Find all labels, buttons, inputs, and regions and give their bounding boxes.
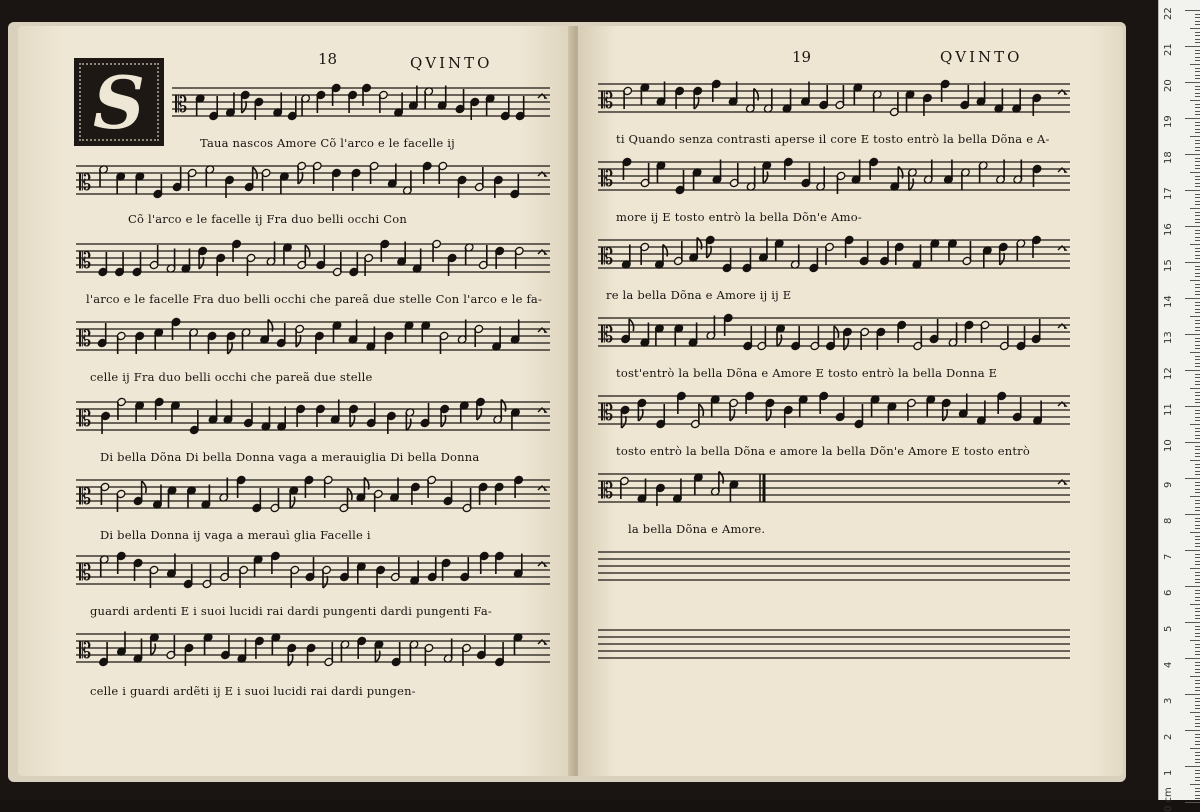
ruler-minor-tick [1195,21,1200,22]
ruler-minor-tick [1195,518,1200,519]
ruler-major-tick [1185,406,1200,407]
ruler-minor-tick [1195,474,1200,475]
ruler-minor-tick [1195,723,1200,724]
clef-symbol: 𝄡 [175,93,188,118]
ruler-minor-tick [1195,579,1200,580]
ruler-major-tick [1185,298,1200,299]
ruler-minor-tick [1195,258,1200,259]
ruler-minor-tick [1195,14,1200,15]
ruler-label: 18 [1163,151,1174,164]
ruler-minor-tick [1195,464,1200,465]
ruler-minor-tick [1190,352,1200,353]
ruler-minor-tick [1190,208,1200,209]
clef-symbol: 𝄡 [601,323,614,348]
lyric-line: Di bella Dõna Di bella Donna vaga a merauiglia Di bella Donna [100,450,480,464]
ruler-label: 14 [1163,295,1174,308]
ruler-minor-tick [1195,143,1200,144]
ruler-minor-tick [1195,683,1200,684]
ruler-minor-tick [1195,456,1200,457]
ruler-major-tick [1185,118,1200,119]
ruler-label: 21 [1163,43,1174,56]
ruler-minor-tick [1195,237,1200,238]
right-page-header: QVINTO [940,48,1023,66]
ruler-label: 11 [1163,403,1174,416]
ruler-minor-tick [1195,762,1200,763]
ruler-minor-tick [1190,640,1200,641]
ruler-minor-tick [1195,507,1200,508]
ruler-minor-tick [1195,161,1200,162]
ruler-minor-tick [1195,654,1200,655]
ruler-label: 16 [1163,223,1174,236]
ruler-minor-tick [1195,183,1200,184]
ruler-minor-tick [1195,600,1200,601]
ruler-minor-tick [1195,399,1200,400]
ruler-minor-tick [1190,28,1200,29]
ruler-minor-tick [1195,665,1200,666]
ruler-label: 15 [1163,259,1174,272]
ruler-minor-tick [1190,604,1200,605]
ruler-minor-tick [1195,536,1200,537]
ruler-label: 3 [1163,697,1174,704]
ruler-major-tick [1185,46,1200,47]
ruler-minor-tick [1195,323,1200,324]
ruler-minor-tick [1195,503,1200,504]
clef-symbol: 𝄡 [601,401,614,426]
lyric-line: celle i guardi ardẽti ij E i suoi lucidi rai dardi pungen- [90,684,416,698]
ruler-minor-tick [1195,525,1200,526]
ruler-minor-tick [1195,798,1200,799]
ruler-minor-tick [1195,744,1200,745]
ruler-minor-tick [1195,363,1200,364]
ruler-label: 1 [1163,769,1174,776]
ruler-minor-tick [1190,532,1200,533]
music-staff [598,156,1070,196]
music-staff [598,78,1070,118]
ruler-minor-tick [1195,662,1200,663]
ruler-minor-tick [1195,417,1200,418]
ruler-minor-tick [1195,647,1200,648]
ruler-minor-tick [1195,179,1200,180]
ruler-minor-tick [1195,294,1200,295]
ruler-major-tick [1185,334,1200,335]
ruler-minor-tick [1195,330,1200,331]
decorated-initial: S [74,58,164,146]
ruler-minor-tick [1195,521,1200,522]
ruler-major-tick [1185,226,1200,227]
lyric-line: celle ij Fra duo belli occhi che pareã due stelle [90,370,373,384]
ruler-minor-tick [1195,150,1200,151]
ruler-minor-tick [1195,564,1200,565]
lyric-line: tost'entrò la bella Dõna e Amore E tosto entrò la bella Donna E [616,366,998,380]
ruler-minor-tick [1195,75,1200,76]
ruler-minor-tick [1195,777,1200,778]
ruler-minor-tick [1195,320,1200,321]
lyric-line: la bella Dõna e Amore. [628,522,766,536]
ruler-minor-tick [1195,633,1200,634]
ruler-label: 8 [1163,517,1174,524]
left-page-header: QVINTO [410,54,493,72]
lyric-line: guardi ardenti E i suoi lucidi rai dardi pungenti dardi pungenti Fa- [90,604,492,618]
ruler-minor-tick [1195,788,1200,789]
ruler-minor-tick [1195,608,1200,609]
ruler-minor-tick [1190,388,1200,389]
ruler-minor-tick [1195,500,1200,501]
ruler-minor-tick [1195,384,1200,385]
music-staff [76,160,550,200]
ruler-minor-tick [1195,222,1200,223]
ruler-minor-tick [1195,395,1200,396]
clef-symbol: 𝄡 [601,479,614,504]
ruler-minor-tick [1195,377,1200,378]
ruler-major-tick [1185,10,1200,11]
music-staff [76,396,550,436]
music-staff [598,468,1070,508]
ruler-minor-tick [1195,53,1200,54]
ruler-major-tick [1185,586,1200,587]
ruler-minor-tick [1195,197,1200,198]
ruler-major-tick [1185,154,1200,155]
ruler-minor-tick [1195,737,1200,738]
ruler-minor-tick [1195,582,1200,583]
ruler-minor-tick [1195,572,1200,573]
music-staff [76,550,550,590]
ruler-minor-tick [1190,316,1200,317]
ruler-minor-tick [1195,104,1200,105]
ruler-minor-tick [1190,460,1200,461]
ruler-minor-tick [1195,618,1200,619]
clef-symbol: 𝄡 [79,639,92,664]
ruler-minor-tick [1195,219,1200,220]
ruler-minor-tick [1195,438,1200,439]
ruler-minor-tick [1195,716,1200,717]
ruler-minor-tick [1195,266,1200,267]
ruler-minor-tick [1195,392,1200,393]
ruler-label: 2 [1163,733,1174,740]
ruler-label: 20 [1163,79,1174,92]
lyric-line: l'arco e le facelle Fra duo belli occhi che pareã due stelle Con l'arco e le fa- [86,292,543,306]
ruler-minor-tick [1195,93,1200,94]
ruler-minor-tick [1195,374,1200,375]
ruler-minor-tick [1195,759,1200,760]
ruler-minor-tick [1195,420,1200,421]
ruler-minor-tick [1195,644,1200,645]
ruler-minor-tick [1195,356,1200,357]
ruler-minor-tick [1195,129,1200,130]
ruler-major-tick [1185,658,1200,659]
ruler-minor-tick [1190,784,1200,785]
ruler-minor-tick [1195,194,1200,195]
ruler-minor-tick [1195,435,1200,436]
ruler-minor-tick [1195,446,1200,447]
ruler-minor-tick [1195,492,1200,493]
ruler-minor-tick [1190,280,1200,281]
ruler-minor-tick [1195,629,1200,630]
clef-symbol: 𝄡 [79,171,92,196]
ruler-minor-tick [1195,212,1200,213]
ruler-minor-tick [1195,111,1200,112]
lyric-line: ti Quando senza contrasti aperse il core E tosto entrò la bella Dõna e A- [616,132,1050,146]
ruler-minor-tick [1195,431,1200,432]
ruler-minor-tick [1195,795,1200,796]
ruler-minor-tick [1195,413,1200,414]
ruler-minor-tick [1195,39,1200,40]
ruler-minor-tick [1195,140,1200,141]
clef-symbol: 𝄡 [79,485,92,510]
ruler-major-tick [1185,730,1200,731]
ruler-minor-tick [1195,708,1200,709]
left-page-number: 18 [318,50,338,68]
ruler-minor-tick [1195,615,1200,616]
ruler-minor-tick [1195,114,1200,115]
ruler-minor-tick [1195,284,1200,285]
ruler-minor-tick [1195,176,1200,177]
ruler-minor-tick [1195,554,1200,555]
ruler-minor-tick [1195,410,1200,411]
ruler-label: 22 [1163,7,1174,20]
ruler-minor-tick [1195,165,1200,166]
ruler-minor-tick [1195,539,1200,540]
ruler-minor-tick [1195,770,1200,771]
ruler-minor-tick [1195,791,1200,792]
ruler-minor-tick [1190,172,1200,173]
ruler-minor-tick [1195,680,1200,681]
ruler-minor-tick [1195,705,1200,706]
ruler-minor-tick [1195,726,1200,727]
ruler-minor-tick [1195,701,1200,702]
ruler-label: 10 [1163,439,1174,452]
ruler-minor-tick [1195,719,1200,720]
ruler-minor-tick [1195,269,1200,270]
ruler-minor-tick [1195,287,1200,288]
ruler-minor-tick [1190,136,1200,137]
ruler-label: 17 [1163,187,1174,200]
ruler-minor-tick [1195,57,1200,58]
ruler-minor-tick [1195,636,1200,637]
clef-symbol: 𝄡 [601,245,614,270]
ruler-label: 4 [1163,661,1174,668]
ruler-major-tick [1185,262,1200,263]
ruler-minor-tick [1190,100,1200,101]
ruler-minor-tick [1195,402,1200,403]
clef-symbol: 𝄡 [79,561,92,586]
ruler-label: 19 [1163,115,1174,128]
ruler-minor-tick [1195,489,1200,490]
ruler-minor-tick [1195,471,1200,472]
ruler-minor-tick [1195,273,1200,274]
ruler-major-tick [1185,802,1200,803]
ruler-minor-tick [1195,359,1200,360]
ruler-minor-tick [1195,201,1200,202]
ruler-label: 0 cm [1163,787,1174,812]
ruler-minor-tick [1195,230,1200,231]
ruler-minor-tick [1195,557,1200,558]
ruler-minor-tick [1195,338,1200,339]
ruler-minor-tick [1195,755,1200,756]
ruler-minor-tick [1195,204,1200,205]
ruler-minor-tick [1195,302,1200,303]
right-page-number: 19 [792,48,812,66]
ruler-minor-tick [1195,132,1200,133]
music-staff [76,628,550,668]
ruler-minor-tick [1195,78,1200,79]
ruler-minor-tick [1195,251,1200,252]
ruler-minor-tick [1195,453,1200,454]
ruler-minor-tick [1195,485,1200,486]
ruler-minor-tick [1195,186,1200,187]
ruler-minor-tick [1195,510,1200,511]
ruler-minor-tick [1190,676,1200,677]
ruler-minor-tick [1195,276,1200,277]
clef-symbol: 𝄡 [79,249,92,274]
ruler-minor-tick [1195,780,1200,781]
ruler-minor-tick [1195,672,1200,673]
music-staff [598,312,1070,352]
ruler-minor-tick [1195,32,1200,33]
clef-symbol: 𝄡 [79,407,92,432]
ruler-minor-tick [1195,543,1200,544]
ruler-minor-tick [1195,42,1200,43]
clef-symbol: 𝄡 [601,89,614,114]
ruler-major-tick [1185,550,1200,551]
ruler-minor-tick [1190,244,1200,245]
ruler-minor-tick [1195,341,1200,342]
ruler-minor-tick [1195,752,1200,753]
ruler-minor-tick [1195,575,1200,576]
ruler-minor-tick [1195,348,1200,349]
ruler-minor-tick [1195,528,1200,529]
ruler-minor-tick [1195,168,1200,169]
ruler-minor-tick [1195,690,1200,691]
ruler-minor-tick [1195,590,1200,591]
ruler-minor-tick [1195,327,1200,328]
ruler-minor-tick [1195,482,1200,483]
music-staff [598,390,1070,430]
ruler-major-tick [1185,82,1200,83]
lyric-line: Cõ l'arco e le facelle ij Fra duo belli occhi Con [128,212,407,226]
ruler-minor-tick [1195,312,1200,313]
ruler-minor-tick [1195,741,1200,742]
ruler-minor-tick [1195,669,1200,670]
ruler-minor-tick [1195,687,1200,688]
ruler-minor-tick [1195,428,1200,429]
music-staff [172,82,550,122]
clef-symbol: 𝄡 [601,167,614,192]
ruler-minor-tick [1195,17,1200,18]
lyric-line: re la bella Dõna e Amore ij ij E [606,288,792,302]
lyric-line: Taua nascos Amore Cõ l'arco e le facelle ij [200,136,455,150]
ruler-label: 12 [1163,367,1174,380]
lyric-line: Di bella Donna ij vaga a merauì glia Facelle i [100,528,371,542]
music-staff [76,238,550,278]
ruler-major-tick [1185,514,1200,515]
ruler-label: 9 [1163,481,1174,488]
ruler-minor-tick [1195,125,1200,126]
ruler-minor-tick [1195,215,1200,216]
ruler-minor-tick [1195,449,1200,450]
ruler-minor-tick [1195,467,1200,468]
ruler-minor-tick [1195,24,1200,25]
ruler-minor-tick [1195,35,1200,36]
ruler-major-tick [1185,190,1200,191]
ruler-major-tick [1185,370,1200,371]
lyric-line: more ij E tosto entrò la bella Dõn'e Amo- [616,210,862,224]
ruler-minor-tick [1195,381,1200,382]
ruler-minor-tick [1195,597,1200,598]
ruler-minor-tick [1195,291,1200,292]
ruler-minor-tick [1190,748,1200,749]
measurement-ruler [1158,0,1200,812]
ruler-minor-tick [1195,593,1200,594]
ruler-minor-tick [1195,50,1200,51]
ruler-minor-tick [1195,305,1200,306]
ruler-minor-tick [1190,712,1200,713]
ruler-minor-tick [1195,107,1200,108]
ruler-minor-tick [1195,611,1200,612]
ruler-minor-tick [1195,546,1200,547]
ruler-major-tick [1185,442,1200,443]
ruler-minor-tick [1195,255,1200,256]
ruler-label: 5 [1163,625,1174,632]
ruler-minor-tick [1195,233,1200,234]
ruler-minor-tick [1195,309,1200,310]
ruler-major-tick [1185,622,1200,623]
ruler-minor-tick [1195,60,1200,61]
ruler-minor-tick [1195,626,1200,627]
music-staff [76,474,550,514]
ruler-minor-tick [1195,248,1200,249]
clef-symbol: 𝄡 [79,327,92,352]
ruler-minor-tick [1195,86,1200,87]
music-staff [598,546,1070,586]
ruler-minor-tick [1195,366,1200,367]
ruler-major-tick [1185,694,1200,695]
ruler-label: 6 [1163,589,1174,596]
ruler-minor-tick [1195,68,1200,69]
ruler-minor-tick [1195,773,1200,774]
ruler-label: 13 [1163,331,1174,344]
ruler-minor-tick [1195,89,1200,90]
ruler-minor-tick [1195,698,1200,699]
ruler-minor-tick [1190,568,1200,569]
ruler-minor-tick [1195,71,1200,72]
ruler-minor-tick [1195,345,1200,346]
music-staff [76,316,550,356]
lyric-line: tosto entrò la bella Dõna e amore la bella Dõn'e Amore E tosto entrò [616,444,1030,458]
ruler-minor-tick [1195,651,1200,652]
ruler-minor-tick [1190,64,1200,65]
ruler-major-tick [1185,478,1200,479]
ruler-minor-tick [1195,561,1200,562]
ruler-minor-tick [1195,734,1200,735]
ruler-major-tick [1185,766,1200,767]
ruler-minor-tick [1195,96,1200,97]
music-staff [598,234,1070,274]
ruler-minor-tick [1195,147,1200,148]
ruler-minor-tick [1195,240,1200,241]
ruler-minor-tick [1190,424,1200,425]
ruler-minor-tick [1195,122,1200,123]
ruler-minor-tick [1190,496,1200,497]
music-staff [598,624,1070,664]
ruler-label: 7 [1163,553,1174,560]
ruler-minor-tick [1195,158,1200,159]
